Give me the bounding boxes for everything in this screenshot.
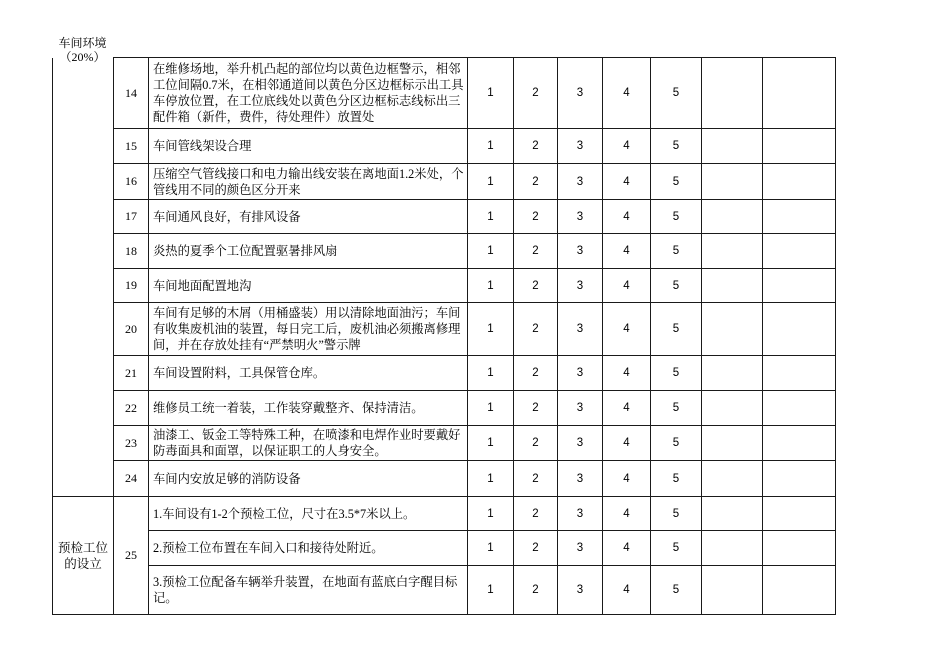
table-row <box>53 303 836 356</box>
item-description: 车间地面配置地沟 <box>149 269 468 303</box>
item-number: 24 <box>114 461 149 497</box>
score-3: 3 <box>558 356 603 391</box>
score-4: 4 <box>603 531 651 566</box>
item-number: 20 <box>114 303 149 356</box>
category-label-line: 的设立 <box>64 556 102 571</box>
score-1: 1 <box>468 461 514 497</box>
empty-cell <box>763 200 836 234</box>
score-1: 1 <box>468 269 514 303</box>
score-2: 2 <box>514 164 558 200</box>
category-label-line: 预检工位 <box>57 540 108 555</box>
empty-cell <box>702 356 763 391</box>
score-3: 3 <box>558 129 603 164</box>
category-cell-precheck-station <box>53 497 114 615</box>
score-3: 3 <box>558 461 603 497</box>
item-number: 23 <box>114 426 149 461</box>
empty-cell <box>763 129 836 164</box>
score-1: 1 <box>468 356 514 391</box>
score-4: 4 <box>603 200 651 234</box>
item-description: 油漆工、钣金工等特殊工种，在喷漆和电焊作业时要戴好防毒面具和面罩，以保证职工的人身安全。 <box>149 426 468 461</box>
score-2: 2 <box>514 391 558 426</box>
table-row <box>53 234 836 269</box>
score-1: 1 <box>468 391 514 426</box>
score-5: 5 <box>651 129 702 164</box>
score-3: 3 <box>558 269 603 303</box>
empty-cell <box>763 566 836 615</box>
empty-cell <box>702 497 763 531</box>
score-2: 2 <box>514 356 558 391</box>
score-4: 4 <box>603 356 651 391</box>
item-number: 17 <box>114 200 149 234</box>
empty-cell <box>763 303 836 356</box>
empty-cell <box>702 303 763 356</box>
score-5: 5 <box>651 566 702 615</box>
score-5: 5 <box>651 497 702 531</box>
empty-cell <box>702 58 763 129</box>
score-5: 5 <box>651 531 702 566</box>
empty-cell <box>763 58 836 129</box>
score-2: 2 <box>514 234 558 269</box>
score-3: 3 <box>558 303 603 356</box>
score-4: 4 <box>603 391 651 426</box>
score-2: 2 <box>514 426 558 461</box>
item-description: 炎热的夏季个工位配置驱暑排风扇 <box>149 234 468 269</box>
score-4: 4 <box>603 426 651 461</box>
score-4: 4 <box>603 269 651 303</box>
empty-cell <box>702 566 763 615</box>
table-row <box>53 391 836 426</box>
score-2: 2 <box>514 303 558 356</box>
score-3: 3 <box>558 58 603 129</box>
score-5: 5 <box>651 200 702 234</box>
table-row <box>53 200 836 234</box>
score-4: 4 <box>603 461 651 497</box>
empty-cell <box>702 129 763 164</box>
table-row <box>53 566 836 615</box>
score-5: 5 <box>651 461 702 497</box>
empty-cell <box>702 200 763 234</box>
score-2: 2 <box>514 269 558 303</box>
empty-cell <box>702 426 763 461</box>
empty-cell <box>702 234 763 269</box>
score-2: 2 <box>514 200 558 234</box>
score-4: 4 <box>603 566 651 615</box>
score-3: 3 <box>558 234 603 269</box>
item-description: 3.预检工位配备车辆举升装置，在地面有蓝底白字醒目标记。 <box>149 566 468 615</box>
empty-cell <box>702 164 763 200</box>
score-2: 2 <box>514 58 558 129</box>
score-1: 1 <box>468 531 514 566</box>
score-2: 2 <box>514 497 558 531</box>
empty-cell <box>763 269 836 303</box>
score-5: 5 <box>651 356 702 391</box>
item-description: 车间有足够的木屑（用桶盛装）用以清除地面油污；车间有收集废机油的装置，每日完工后，废机油必须搬离修理间，并在存放处挂有“严禁明火”警示牌 <box>149 303 468 356</box>
table-row <box>53 426 836 461</box>
score-1: 1 <box>468 200 514 234</box>
score-1: 1 <box>468 566 514 615</box>
item-number: 16 <box>114 164 149 200</box>
score-3: 3 <box>558 566 603 615</box>
score-1: 1 <box>468 303 514 356</box>
empty-cell <box>763 426 836 461</box>
score-1: 1 <box>468 164 514 200</box>
score-4: 4 <box>603 234 651 269</box>
score-5: 5 <box>651 58 702 129</box>
score-5: 5 <box>651 391 702 426</box>
empty-cell <box>763 391 836 426</box>
table-row <box>53 129 836 164</box>
item-description: 车间通风良好，有排风设备 <box>149 200 468 234</box>
score-4: 4 <box>603 303 651 356</box>
score-5: 5 <box>651 164 702 200</box>
score-4: 4 <box>603 164 651 200</box>
section-weight: （20%） <box>59 50 106 64</box>
empty-cell <box>763 356 836 391</box>
table-row <box>53 356 836 391</box>
item-description: 1.车间设有1-2个预检工位，尺寸在3.5*7米以上。 <box>149 497 468 531</box>
score-5: 5 <box>651 303 702 356</box>
table-row <box>53 58 836 129</box>
score-3: 3 <box>558 391 603 426</box>
item-number: 22 <box>114 391 149 426</box>
score-4: 4 <box>603 497 651 531</box>
empty-cell <box>763 234 836 269</box>
item-number: 14 <box>114 58 149 129</box>
score-1: 1 <box>468 58 514 129</box>
table-row <box>53 269 836 303</box>
score-1: 1 <box>468 234 514 269</box>
score-5: 5 <box>651 234 702 269</box>
score-3: 3 <box>558 531 603 566</box>
item-description: 压缩空气管线接口和电力输出线安装在离地面1.2米处，个管线用不同的颜色区分开来 <box>149 164 468 200</box>
table-row <box>53 461 836 497</box>
item-number: 18 <box>114 234 149 269</box>
empty-cell <box>763 461 836 497</box>
empty-cell <box>702 269 763 303</box>
item-description: 车间内安放足够的消防设备 <box>149 461 468 497</box>
item-description: 在维修场地，举升机凸起的部位均以黄色边框警示，相邻工位间隔0.7米，在相邻通道间以黄色分区边框标示出工具车停放位置，在工位底线处以黄色分区边框标志线标出三配件箱（新件，费件，待处理件）放置处 <box>149 58 468 129</box>
score-3: 3 <box>558 497 603 531</box>
item-number: 15 <box>114 129 149 164</box>
category-cell-workshop-environment <box>53 58 114 497</box>
item-number: 21 <box>114 356 149 391</box>
score-2: 2 <box>514 129 558 164</box>
empty-cell <box>763 531 836 566</box>
evaluation-table <box>52 57 836 615</box>
score-4: 4 <box>603 58 651 129</box>
score-3: 3 <box>558 200 603 234</box>
score-5: 5 <box>651 269 702 303</box>
item-description: 车间设置附料，工具保管仓库。 <box>149 356 468 391</box>
item-description: 2.预检工位布置在车间入口和接待处附近。 <box>149 531 468 566</box>
score-3: 3 <box>558 164 603 200</box>
table-row <box>53 531 836 566</box>
score-2: 2 <box>514 531 558 566</box>
score-2: 2 <box>514 461 558 497</box>
empty-cell <box>763 497 836 531</box>
table-row <box>53 164 836 200</box>
score-3: 3 <box>558 426 603 461</box>
score-1: 1 <box>468 129 514 164</box>
item-description: 维修员工统一着装，工作装穿戴整齐、保持清洁。 <box>149 391 468 426</box>
item-number: 25 <box>114 497 149 615</box>
empty-cell <box>763 164 836 200</box>
empty-cell <box>702 391 763 426</box>
score-5: 5 <box>651 426 702 461</box>
score-1: 1 <box>468 426 514 461</box>
table-row <box>53 497 836 531</box>
score-4: 4 <box>603 129 651 164</box>
score-2: 2 <box>514 566 558 615</box>
item-description: 车间管线架设合理 <box>149 129 468 164</box>
section-title: 车间环境 <box>58 36 107 50</box>
score-1: 1 <box>468 497 514 531</box>
empty-cell <box>702 461 763 497</box>
item-number: 19 <box>114 269 149 303</box>
empty-cell <box>702 531 763 566</box>
